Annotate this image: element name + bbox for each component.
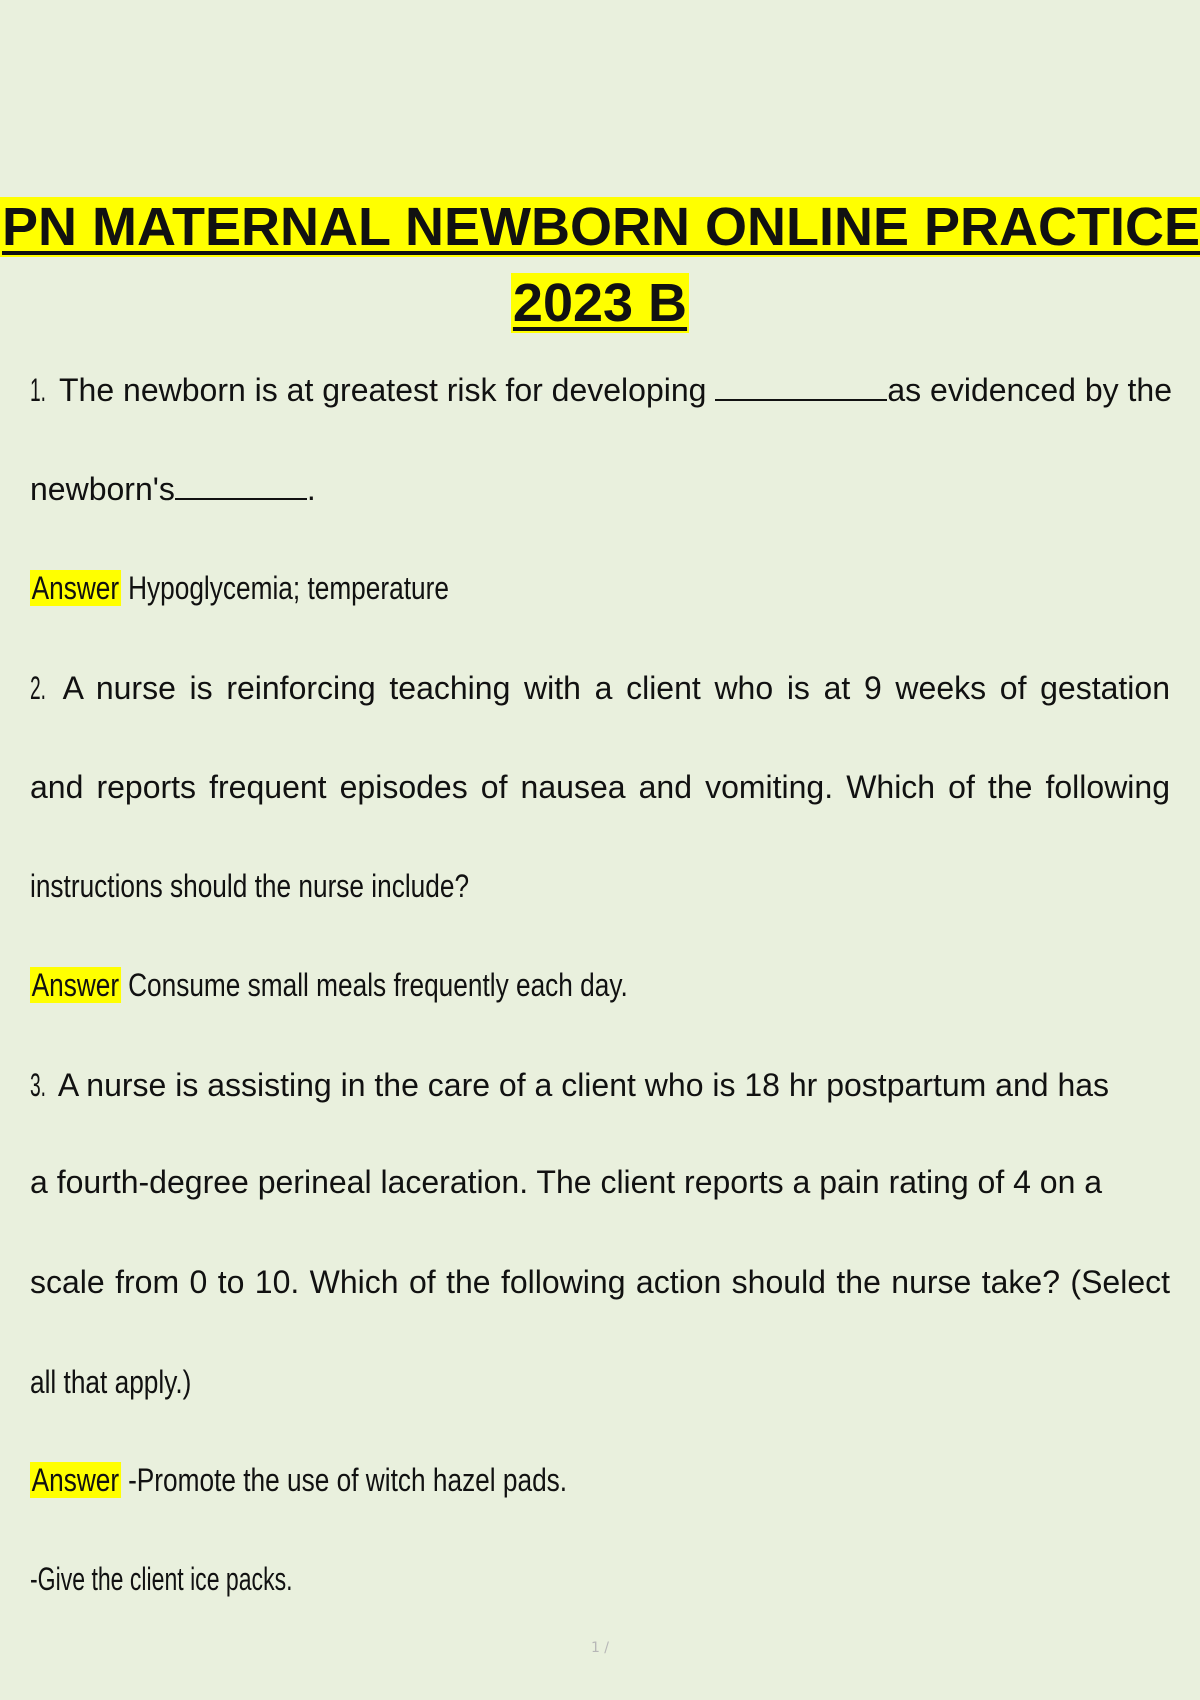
question-1-text-before-blank: The newborn is at greatest risk for developing [59, 372, 716, 408]
question-3-line-4-text: all that apply.) [30, 1364, 192, 1400]
answer-2-text: Consume small meals frequently each day. [128, 967, 628, 1003]
document-title-line-2 [0, 273, 1200, 333]
question-2-line-3 [30, 866, 565, 906]
answer-1-label: Answer [31, 570, 120, 606]
question-2-line-1 [30, 668, 1170, 708]
question-1-line-1 [30, 370, 1172, 410]
question-1-line-2-before: newborn's [30, 471, 175, 507]
answer-3-text-1: -Promote the use of witch hazel pads. [128, 1462, 568, 1498]
question-2-line-3-text: instructions should the nurse include? [30, 868, 470, 904]
title-highlight-2: 2023 B [512, 273, 688, 333]
question-2-line-1-text: A nurse is reinforcing teaching with a client who is at 9 weeks of gestation [62, 670, 1171, 706]
answer-2 [30, 965, 759, 1005]
question-1-number: 1. [30, 372, 47, 408]
answer-2-label: Answer [31, 967, 120, 1003]
question-1-blank-1 [715, 399, 887, 401]
question-3-line-3 [30, 1262, 1170, 1302]
question-3-line-4 [30, 1362, 227, 1402]
document-title-line-1 [0, 197, 1200, 257]
question-3-line-2-text: a fourth-degree perineal laceration. The client reports a pain rating of 4 on a [30, 1164, 1103, 1200]
question-1-line-2-after: . [306, 471, 316, 507]
answer-1-text: Hypoglycemia; temperature [128, 570, 449, 606]
answer-3-label: Answer [31, 1462, 120, 1498]
question-3-number: 3. [30, 1067, 47, 1103]
question-3-line-1 [30, 1065, 1109, 1105]
page-number: 1 / [590, 1640, 610, 1656]
question-1-blank-2 [175, 498, 307, 500]
answer-3-text-2: -Give the client ice packs. [30, 1561, 293, 1597]
question-2-number: 2. [30, 670, 47, 706]
question-3-line-1-text: A nurse is assisting in the care of a client who is 18 hr postpartum and has [57, 1067, 1110, 1103]
title-highlight-1: PN MATERNAL NEWBORN ONLINE PRACTICE [2, 197, 1200, 257]
question-2-line-2-text: and reports frequent episodes of nausea and vomiting. Which of the following [30, 769, 1170, 805]
answer-1 [30, 568, 541, 608]
question-3-line-2 [30, 1162, 1102, 1202]
question-1-line-2 [30, 469, 316, 509]
answer-3-line-2 [30, 1559, 395, 1599]
question-1-text-after-blank: as evidenced by the [887, 372, 1172, 408]
question-2-line-2 [30, 767, 1170, 807]
answer-3 [30, 1460, 685, 1500]
question-3-line-3-text: scale from 0 to 10. Which of the following action should the nurse take? (Select [30, 1264, 1170, 1300]
